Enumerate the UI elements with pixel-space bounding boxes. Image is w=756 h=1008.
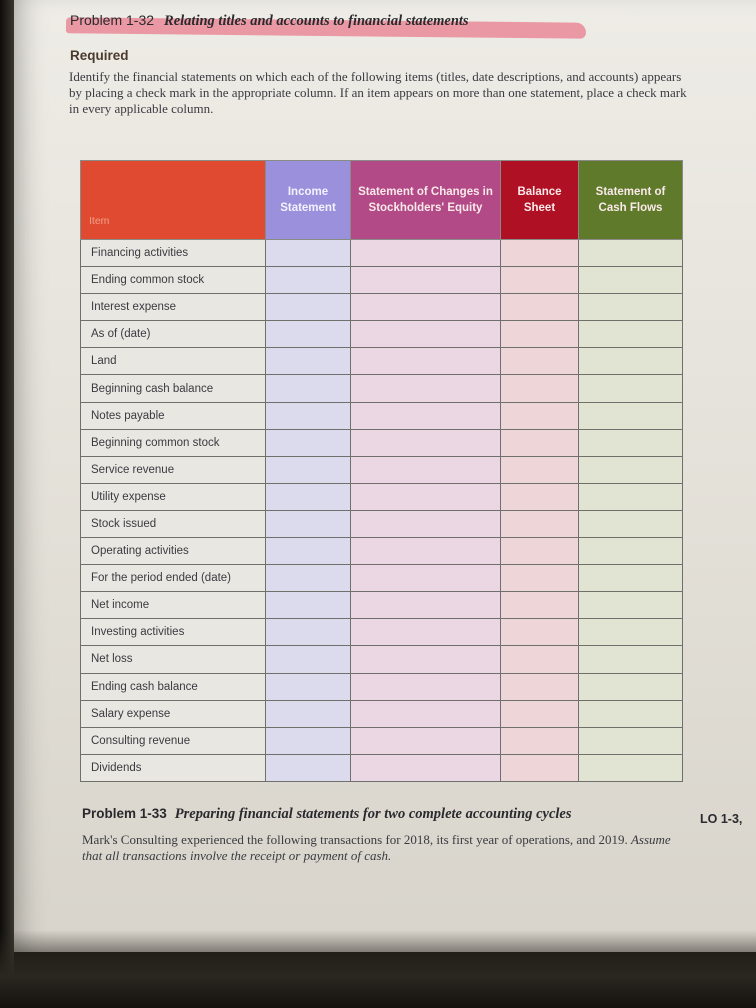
check-cell[interactable] <box>501 321 579 348</box>
check-cell[interactable] <box>501 240 579 267</box>
check-cell[interactable] <box>501 510 579 537</box>
check-cell[interactable] <box>579 456 683 483</box>
check-cell[interactable] <box>351 321 501 348</box>
check-cell[interactable] <box>501 348 579 375</box>
row-item-label: Ending cash balance <box>81 673 266 700</box>
check-cell[interactable] <box>579 673 683 700</box>
problem-1-33-heading <box>82 806 572 823</box>
check-cell[interactable] <box>266 673 351 700</box>
book-edge <box>0 0 14 1008</box>
row-item-label: Net income <box>81 592 266 619</box>
check-cell[interactable] <box>501 700 579 727</box>
check-cell[interactable] <box>351 402 501 429</box>
check-cell[interactable] <box>266 483 351 510</box>
table-row <box>81 240 683 267</box>
check-cell[interactable] <box>266 619 351 646</box>
check-cell[interactable] <box>579 429 683 456</box>
check-cell[interactable] <box>351 754 501 781</box>
statement-column-header: Statement of Cash Flows <box>579 161 683 240</box>
check-cell[interactable] <box>579 375 683 402</box>
check-cell[interactable] <box>266 240 351 267</box>
check-cell[interactable] <box>351 592 501 619</box>
row-item-label: Service revenue <box>81 456 266 483</box>
row-item-label: Operating activities <box>81 538 266 565</box>
required-label: Required <box>70 48 129 63</box>
table-row <box>81 754 683 781</box>
row-item-label: For the period ended (date) <box>81 565 266 592</box>
check-cell[interactable] <box>501 456 579 483</box>
row-item-label: Notes payable <box>81 402 266 429</box>
table-row <box>81 402 683 429</box>
table-row <box>81 483 683 510</box>
check-cell[interactable] <box>501 592 579 619</box>
check-cell[interactable] <box>579 483 683 510</box>
problem-1-33-body <box>82 832 682 864</box>
row-item-label: Beginning cash balance <box>81 375 266 402</box>
row-item-label: As of (date) <box>81 321 266 348</box>
check-cell[interactable] <box>351 619 501 646</box>
check-cell[interactable] <box>266 538 351 565</box>
statement-column-header: Balance Sheet <box>501 161 579 240</box>
row-item-label: Dividends <box>81 754 266 781</box>
check-cell[interactable] <box>266 429 351 456</box>
table-row <box>81 673 683 700</box>
problem-1-32-heading <box>70 12 469 30</box>
check-cell[interactable] <box>501 727 579 754</box>
table-row <box>81 646 683 673</box>
row-item-label: Beginning common stock <box>81 429 266 456</box>
check-cell[interactable] <box>351 240 501 267</box>
table-row <box>81 565 683 592</box>
check-cell[interactable] <box>351 348 501 375</box>
table-row <box>81 700 683 727</box>
check-cell[interactable] <box>501 375 579 402</box>
check-cell[interactable] <box>579 754 683 781</box>
table-row <box>81 592 683 619</box>
problem-title: Relating titles and accounts to financial statements <box>164 13 469 29</box>
item-column-header: Item <box>81 161 266 240</box>
check-cell[interactable] <box>501 673 579 700</box>
check-cell[interactable] <box>501 754 579 781</box>
check-cell[interactable] <box>579 348 683 375</box>
check-cell[interactable] <box>579 727 683 754</box>
table-row <box>81 267 683 294</box>
check-cell[interactable] <box>266 565 351 592</box>
problem-title: Preparing financial statements for two complete accounting cycles <box>174 806 572 822</box>
check-cell[interactable] <box>501 538 579 565</box>
check-cell[interactable] <box>351 456 501 483</box>
problem-number: Problem 1-33 <box>82 806 167 821</box>
problem-body-italic: Assume that all transactions involve the receipt or payment of cash. <box>82 832 671 863</box>
check-cell[interactable] <box>351 673 501 700</box>
check-cell[interactable] <box>266 727 351 754</box>
check-cell[interactable] <box>266 754 351 781</box>
table-row <box>81 294 683 321</box>
table-row <box>81 538 683 565</box>
check-cell[interactable] <box>351 727 501 754</box>
check-cell[interactable] <box>579 402 683 429</box>
table-row <box>81 429 683 456</box>
check-cell[interactable] <box>266 510 351 537</box>
check-cell[interactable] <box>266 348 351 375</box>
check-cell[interactable] <box>351 483 501 510</box>
check-cell[interactable] <box>501 619 579 646</box>
check-cell[interactable] <box>266 294 351 321</box>
check-cell[interactable] <box>351 429 501 456</box>
check-cell[interactable] <box>579 538 683 565</box>
problem-body-text: Mark's Consulting experienced the following transactions for 2018, its first year of operations, and 2019. <box>82 832 628 847</box>
check-cell[interactable] <box>579 510 683 537</box>
statement-column-header: Income Statement <box>266 161 351 240</box>
financial-statements-table <box>80 160 682 782</box>
table-row <box>81 348 683 375</box>
check-cell[interactable] <box>501 483 579 510</box>
table-row <box>81 727 683 754</box>
check-cell[interactable] <box>266 456 351 483</box>
row-item-label: Ending common stock <box>81 267 266 294</box>
check-cell[interactable] <box>579 240 683 267</box>
table-row <box>81 321 683 348</box>
check-cell[interactable] <box>501 267 579 294</box>
check-cell[interactable] <box>266 700 351 727</box>
check-cell[interactable] <box>351 375 501 402</box>
check-cell[interactable] <box>351 294 501 321</box>
check-cell[interactable] <box>579 592 683 619</box>
row-item-label: Utility expense <box>81 483 266 510</box>
table-row <box>81 375 683 402</box>
check-cell[interactable] <box>579 646 683 673</box>
row-item-label: Financing activities <box>81 240 266 267</box>
row-item-label: Net loss <box>81 646 266 673</box>
row-item-label: Salary expense <box>81 700 266 727</box>
check-cell[interactable] <box>579 619 683 646</box>
check-cell[interactable] <box>351 510 501 537</box>
check-cell[interactable] <box>266 592 351 619</box>
check-cell[interactable] <box>579 294 683 321</box>
check-cell[interactable] <box>351 267 501 294</box>
check-cell[interactable] <box>501 294 579 321</box>
row-item-label: Stock issued <box>81 510 266 537</box>
row-item-label: Land <box>81 348 266 375</box>
table-row <box>81 510 683 537</box>
check-cell[interactable] <box>579 267 683 294</box>
check-cell[interactable] <box>579 565 683 592</box>
problem-instructions: Identify the financial statements on which each of the following items (titles, date descriptions, and accounts) appears by placing a check mark in the appropriate column. If an item appears on more than one statement, place a check mark in every applicable column. <box>69 69 687 116</box>
table-row <box>81 619 683 646</box>
check-cell[interactable] <box>351 700 501 727</box>
problem-number: Problem 1-32 <box>70 12 155 28</box>
check-cell[interactable] <box>501 646 579 673</box>
check-cell[interactable] <box>501 402 579 429</box>
check-cell[interactable] <box>579 700 683 727</box>
row-item-label: Investing activities <box>81 619 266 646</box>
check-cell[interactable] <box>266 321 351 348</box>
learning-objective-label: LO 1-3, <box>700 812 743 826</box>
check-cell[interactable] <box>501 565 579 592</box>
row-item-label: Interest expense <box>81 294 266 321</box>
check-cell[interactable] <box>501 429 579 456</box>
statement-column-header: Statement of Changes in Stockholders' Equity <box>351 161 501 240</box>
check-cell[interactable] <box>266 375 351 402</box>
check-cell[interactable] <box>266 646 351 673</box>
check-cell[interactable] <box>579 321 683 348</box>
row-item-label: Consulting revenue <box>81 727 266 754</box>
table-row <box>81 456 683 483</box>
check-cell[interactable] <box>351 538 501 565</box>
check-cell[interactable] <box>266 402 351 429</box>
page-shadow <box>0 930 756 1008</box>
check-cell[interactable] <box>351 565 501 592</box>
check-cell[interactable] <box>351 646 501 673</box>
check-cell[interactable] <box>266 267 351 294</box>
